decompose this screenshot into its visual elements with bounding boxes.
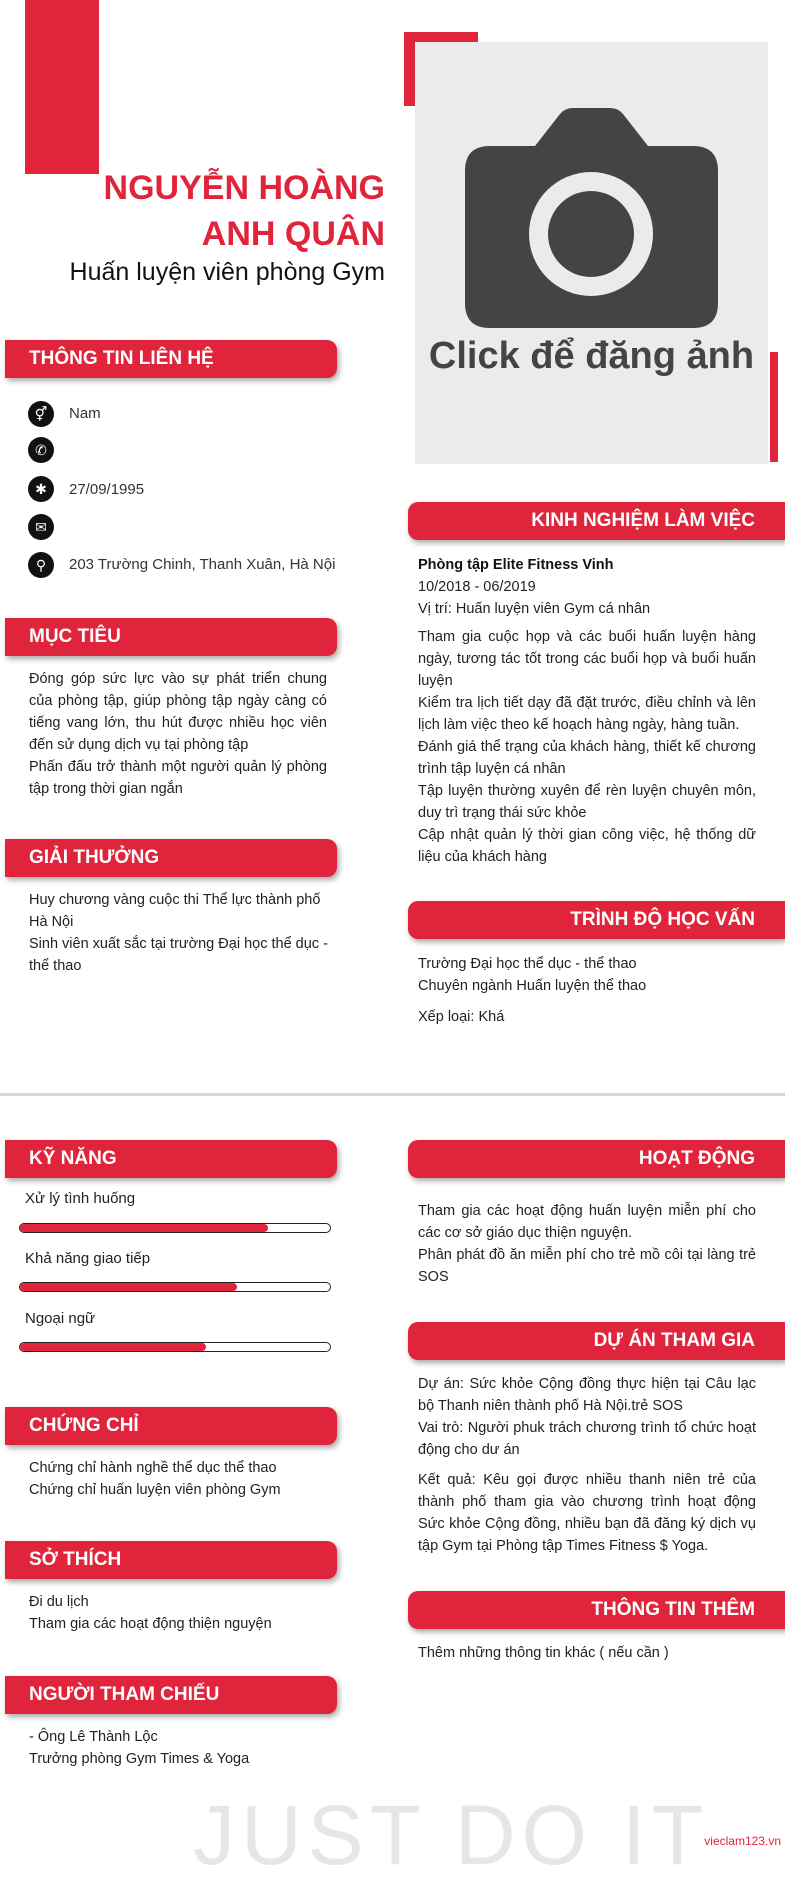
email-icon: ✉ bbox=[28, 514, 54, 540]
reference-line: Trưởng phòng Gym Times & Yoga bbox=[29, 1751, 250, 1767]
activities-section-header: HOẠT ĐỘNG bbox=[408, 1140, 785, 1178]
brand-logo-text: vieclam123.vn bbox=[704, 1834, 781, 1848]
education-block bbox=[418, 953, 756, 1028]
camera-icon bbox=[465, 106, 718, 328]
name-line-1: NGUYỄN HOÀNG bbox=[103, 169, 385, 207]
certificates-section-header: CHỨNG CHỈ bbox=[5, 1407, 337, 1445]
skill-label: Khả năng giao tiếp bbox=[25, 1250, 151, 1267]
experience-company: Phòng tập Elite Fitness Vinh bbox=[418, 557, 614, 573]
awards-section-header: GIẢI THƯỞNG bbox=[5, 839, 337, 877]
birthday-icon: ✱ bbox=[28, 476, 54, 502]
objective-line: Phấn đấu trở thành một người quản lý phòng tập trong thời gian ngắn bbox=[29, 759, 327, 797]
certificate-line: Chứng chỉ hành nghề thể dục thể thao bbox=[29, 1460, 277, 1476]
activity-line: Tham gia các hoạt động huấn luyện miễn phí cho các cơ sở giáo dục thiện nguyện. bbox=[418, 1203, 756, 1241]
skill-bar-fill bbox=[20, 1224, 268, 1232]
objective-section-header: MỤC TIÊU bbox=[5, 618, 337, 656]
hobbies-section-header: SỞ THÍCH bbox=[5, 1541, 337, 1579]
references-text bbox=[29, 1726, 329, 1770]
project-name: Dự án: Sức khỏe Cộng đồng thực hiện tại Câu lạc bộ Thanh niên thành phố Hà Nội.trẻ SOS bbox=[418, 1376, 756, 1414]
duty-line: Đánh giá thể trạng của khách hàng, thiết kế chương trình tập luyện cá nhân bbox=[418, 739, 756, 777]
photo-frame-corner bbox=[770, 352, 778, 462]
education-school: Trường Đại học thể dục - thể thao bbox=[418, 956, 637, 972]
job-title: Huấn luyện viên phòng Gym bbox=[69, 258, 385, 286]
duty-line: Kiểm tra lịch tiết dạy đã đặt trước, điều chỉnh và lên lịch làm việc theo kế hoạch hàng ngày, hàng tuần. bbox=[418, 695, 756, 733]
hobby-line: Đi du lịch bbox=[29, 1594, 89, 1610]
skills-section-header: KỸ NĂNG bbox=[5, 1140, 337, 1178]
skill-bar bbox=[19, 1223, 331, 1233]
projects-text bbox=[418, 1373, 756, 1557]
gender-icon: ⚥ bbox=[28, 401, 54, 427]
phone-icon: ✆ bbox=[28, 437, 54, 463]
award-line: Huy chương vàng cuộc thi Thể lực thành phố Hà Nội bbox=[29, 892, 321, 930]
experience-block bbox=[418, 554, 756, 868]
activity-line: Phân phát đồ ăn miễn phí cho trẻ mồ côi tại làng trẻ SOS bbox=[418, 1247, 756, 1285]
awards-text bbox=[29, 889, 329, 977]
hobbies-text bbox=[29, 1591, 329, 1635]
skill-label: Xử lý tình huống bbox=[25, 1190, 136, 1207]
references-section-header: NGƯỜI THAM CHIẾU bbox=[5, 1676, 337, 1714]
education-grade: Xếp loại: Khá bbox=[418, 1009, 505, 1025]
name-line-2: ANH QUÂN bbox=[201, 215, 385, 253]
project-result: Kết quả: Kêu gọi được nhiều thanh niên trẻ của thành phố tham gia vào chương trình hoạt động Sức khỏe Cộng đồng, nhiều bạn đã đăng ký dịch vụ tập Gym tại Phòng tập Times Fitness $ Yoga. bbox=[418, 1472, 756, 1554]
award-line: Sinh viên xuất sắc tại trường Đại học thể dục - thể thao bbox=[29, 936, 328, 974]
experience-duties bbox=[418, 626, 756, 868]
contact-birthday: 27/09/1995 bbox=[69, 481, 145, 498]
project-role: Vai trò: Người phuk trách chương trình tổ chức hoạt động cho dư án bbox=[418, 1420, 756, 1458]
skill-bar-fill bbox=[20, 1343, 206, 1351]
education-section-header: TRÌNH ĐỘ HỌC VẤN bbox=[408, 901, 785, 939]
skill-bar bbox=[19, 1342, 331, 1352]
experience-section-header: KINH NGHIỆM LÀM VIỆC bbox=[408, 502, 785, 540]
experience-period: 10/2018 - 06/2019 bbox=[418, 579, 536, 595]
skill-label: Ngoại ngữ bbox=[25, 1310, 96, 1327]
watermark-text: JUST DO IT bbox=[193, 1788, 709, 1882]
skill-bar bbox=[19, 1282, 331, 1292]
extra-info-text: Thêm những thông tin khác ( nếu cần ) bbox=[418, 1645, 669, 1661]
photo-upload-area[interactable] bbox=[415, 42, 768, 464]
photo-upload-label: Click để đăng ảnh bbox=[428, 335, 755, 377]
education-major: Chuyên ngành Huấn luyện thể thao bbox=[418, 978, 647, 994]
projects-section-header: DỰ ÁN THAM GIA bbox=[408, 1322, 785, 1360]
certificate-line: Chứng chỉ huấn luyện viên phòng Gym bbox=[29, 1482, 281, 1498]
contact-address: 203 Trường Chinh, Thanh Xuân, Hà Nội bbox=[69, 556, 336, 573]
reference-line: - Ông Lê Thành Lộc bbox=[29, 1729, 158, 1745]
contact-gender: Nam bbox=[69, 405, 101, 422]
certificates-text bbox=[29, 1457, 329, 1501]
contact-section-header: THÔNG TIN LIÊN HỆ bbox=[5, 340, 337, 378]
candidate-name bbox=[45, 165, 385, 257]
duty-line: Cập nhật quản lý thời gian công việc, hệ thống dữ liệu của khách hàng bbox=[418, 827, 756, 865]
skill-bar-fill bbox=[20, 1283, 237, 1291]
activities-text bbox=[418, 1200, 756, 1288]
location-icon: ⚲ bbox=[28, 552, 54, 578]
objective-line: Đóng góp sức lực vào sự phát triển chung của phòng tập, giúp phòng tập ngày càng có tiếng vang lớn, thu hút được nhiều học viên đến sử dụng dịch vụ tại phòng tập bbox=[29, 671, 327, 753]
experience-position: Vị trí: Huấn luyện viên Gym cá nhân bbox=[418, 601, 651, 617]
extra-info-section-header: THÔNG TIN THÊM bbox=[408, 1591, 785, 1629]
duty-line: Tập luyện thường xuyên để rèn luyện chuyên môn, duy trì trạng thái sức khỏe bbox=[418, 783, 756, 821]
hobby-line: Tham gia các hoạt động thiện nguyện bbox=[29, 1616, 272, 1632]
duty-line: Tham gia cuộc họp và các buổi huấn luyện hàng ngày, tương tác tốt trong các buổi họp và buổi huấn luyện bbox=[418, 629, 756, 689]
objective-text bbox=[29, 668, 327, 800]
decorative-red-bar bbox=[25, 0, 99, 174]
